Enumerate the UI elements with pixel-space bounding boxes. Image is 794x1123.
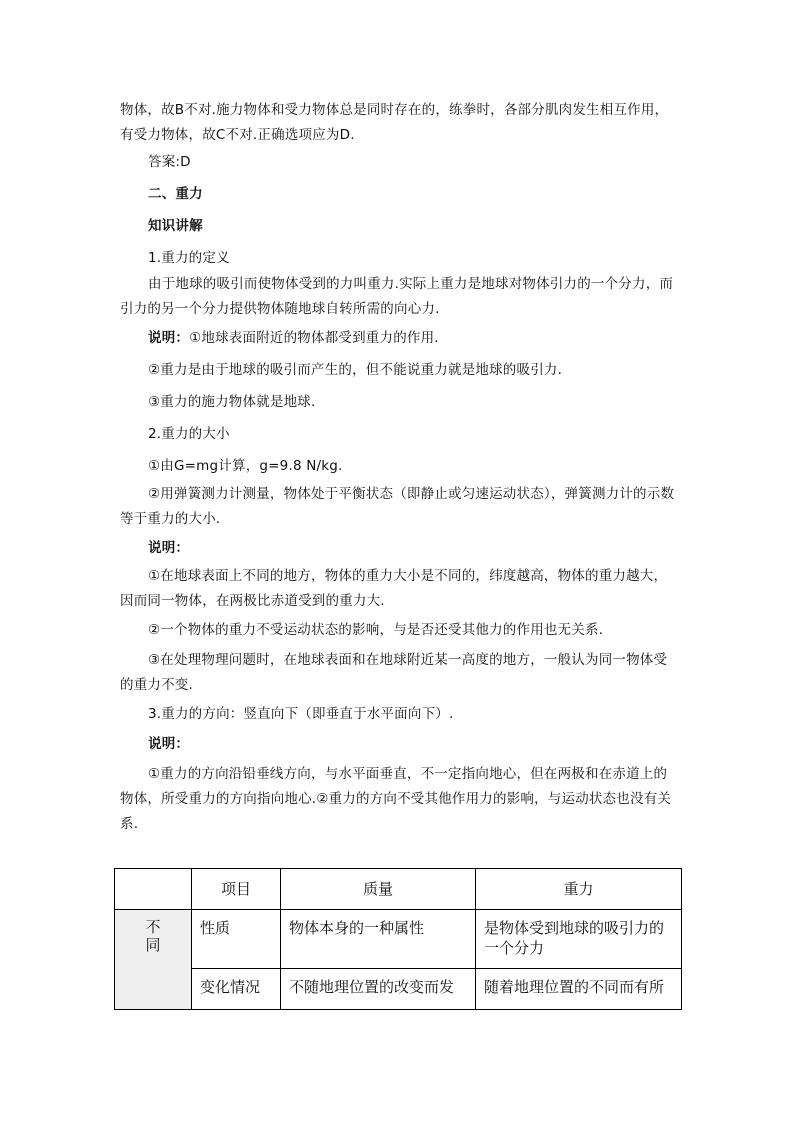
table-row — [115, 910, 682, 969]
note-line-1 — [120, 326, 680, 351]
table-header-cell: 质量 — [281, 869, 476, 910]
note-text: ①地球表面附近的物体都受到重力的作用. — [189, 330, 439, 346]
table-cell: 随着地理位置的不同而有所 — [476, 969, 682, 1010]
table-header-cell: 项目 — [192, 869, 281, 910]
note-label-3: 说明： — [148, 736, 190, 752]
table-header-cell — [115, 869, 192, 910]
table-header-cell: 重力 — [476, 869, 682, 910]
table-cell: 物体本身的一种属性 — [281, 910, 476, 969]
table-row — [115, 969, 682, 1010]
note-label: 说明： — [148, 330, 190, 346]
table-cell: 是物体受到地球的吸引力的一个分力 — [476, 910, 682, 969]
item-heading-magnitude: 2.重力的大小 — [148, 426, 230, 442]
note-magnitude-3: ③在处理物理问题时，在地球表面和在地球附近某一高度的地方，一般认为同一物体受的重力不变. — [120, 652, 668, 693]
note-direction: ①重力的方向沿铅垂线方向，与水平面垂直，不一定指向地心，但在两极和在赤道上的物体，所受重力的方向指向地心.②重力的方向不受其他作用力的影响，与运动状态也没有关系. — [120, 766, 672, 832]
note-magnitude-2: ②一个物体的重力不受运动状态的影响，与是否还受其他力的作用也无关系. — [148, 622, 604, 638]
group-label-char: 同 — [145, 936, 161, 954]
section-heading-gravity: 二、重力 — [148, 186, 203, 202]
subheading-knowledge: 知识讲解 — [148, 218, 203, 234]
item-heading-direction: 3.重力的方向：竖直向下（即垂直于水平面向下）. — [148, 706, 454, 722]
group-label-cell — [115, 910, 192, 1010]
paragraph-definition: 由于地球的吸引而使物体受到的力叫重力.实际上重力是地球对物体引力的一个分力，而引力的另一个分力提供物体随地球自转所需的向心力. — [120, 276, 674, 317]
table-cell: 不随地理位置的改变而发 — [281, 969, 476, 1010]
magnitude-measure: ②用弹簧测力计测量，物体处于平衡状态（即静止或匀速运动状态），弹簧测力计的示数等于重力的大小. — [120, 486, 675, 527]
table-header-row — [115, 869, 682, 910]
comparison-table — [114, 868, 682, 1010]
group-label-char: 不 — [145, 918, 161, 936]
table-cell: 性质 — [192, 910, 281, 969]
note-label-2: 说明： — [148, 540, 190, 556]
answer-line: 答案:D — [148, 154, 191, 170]
note-magnitude-1: ①在地球表面上不同的地方，物体的重力大小是不同的，纬度越高，物体的重力越大，因而同一物体，在两极比赤道受到的重力大. — [120, 568, 668, 609]
table-cell: 变化情况 — [192, 969, 281, 1010]
item-heading-definition: 1.重力的定义 — [148, 250, 230, 266]
note-line-2: ②重力是由于地球的吸引而产生的，但不能说重力就是地球的吸引力. — [148, 362, 563, 378]
note-line-3: ③重力的施力物体就是地球. — [148, 394, 316, 410]
paragraph-answer-explanation: 物体，故B不对.施力物体和受力物体总是同时存在的，练拳时，各部分肌肉发生相互作用，有受力物体，故C不对.正确选项应为D. — [120, 102, 669, 143]
magnitude-formula: ①由G=mg计算，g=9.8 N/kg. — [148, 458, 343, 474]
